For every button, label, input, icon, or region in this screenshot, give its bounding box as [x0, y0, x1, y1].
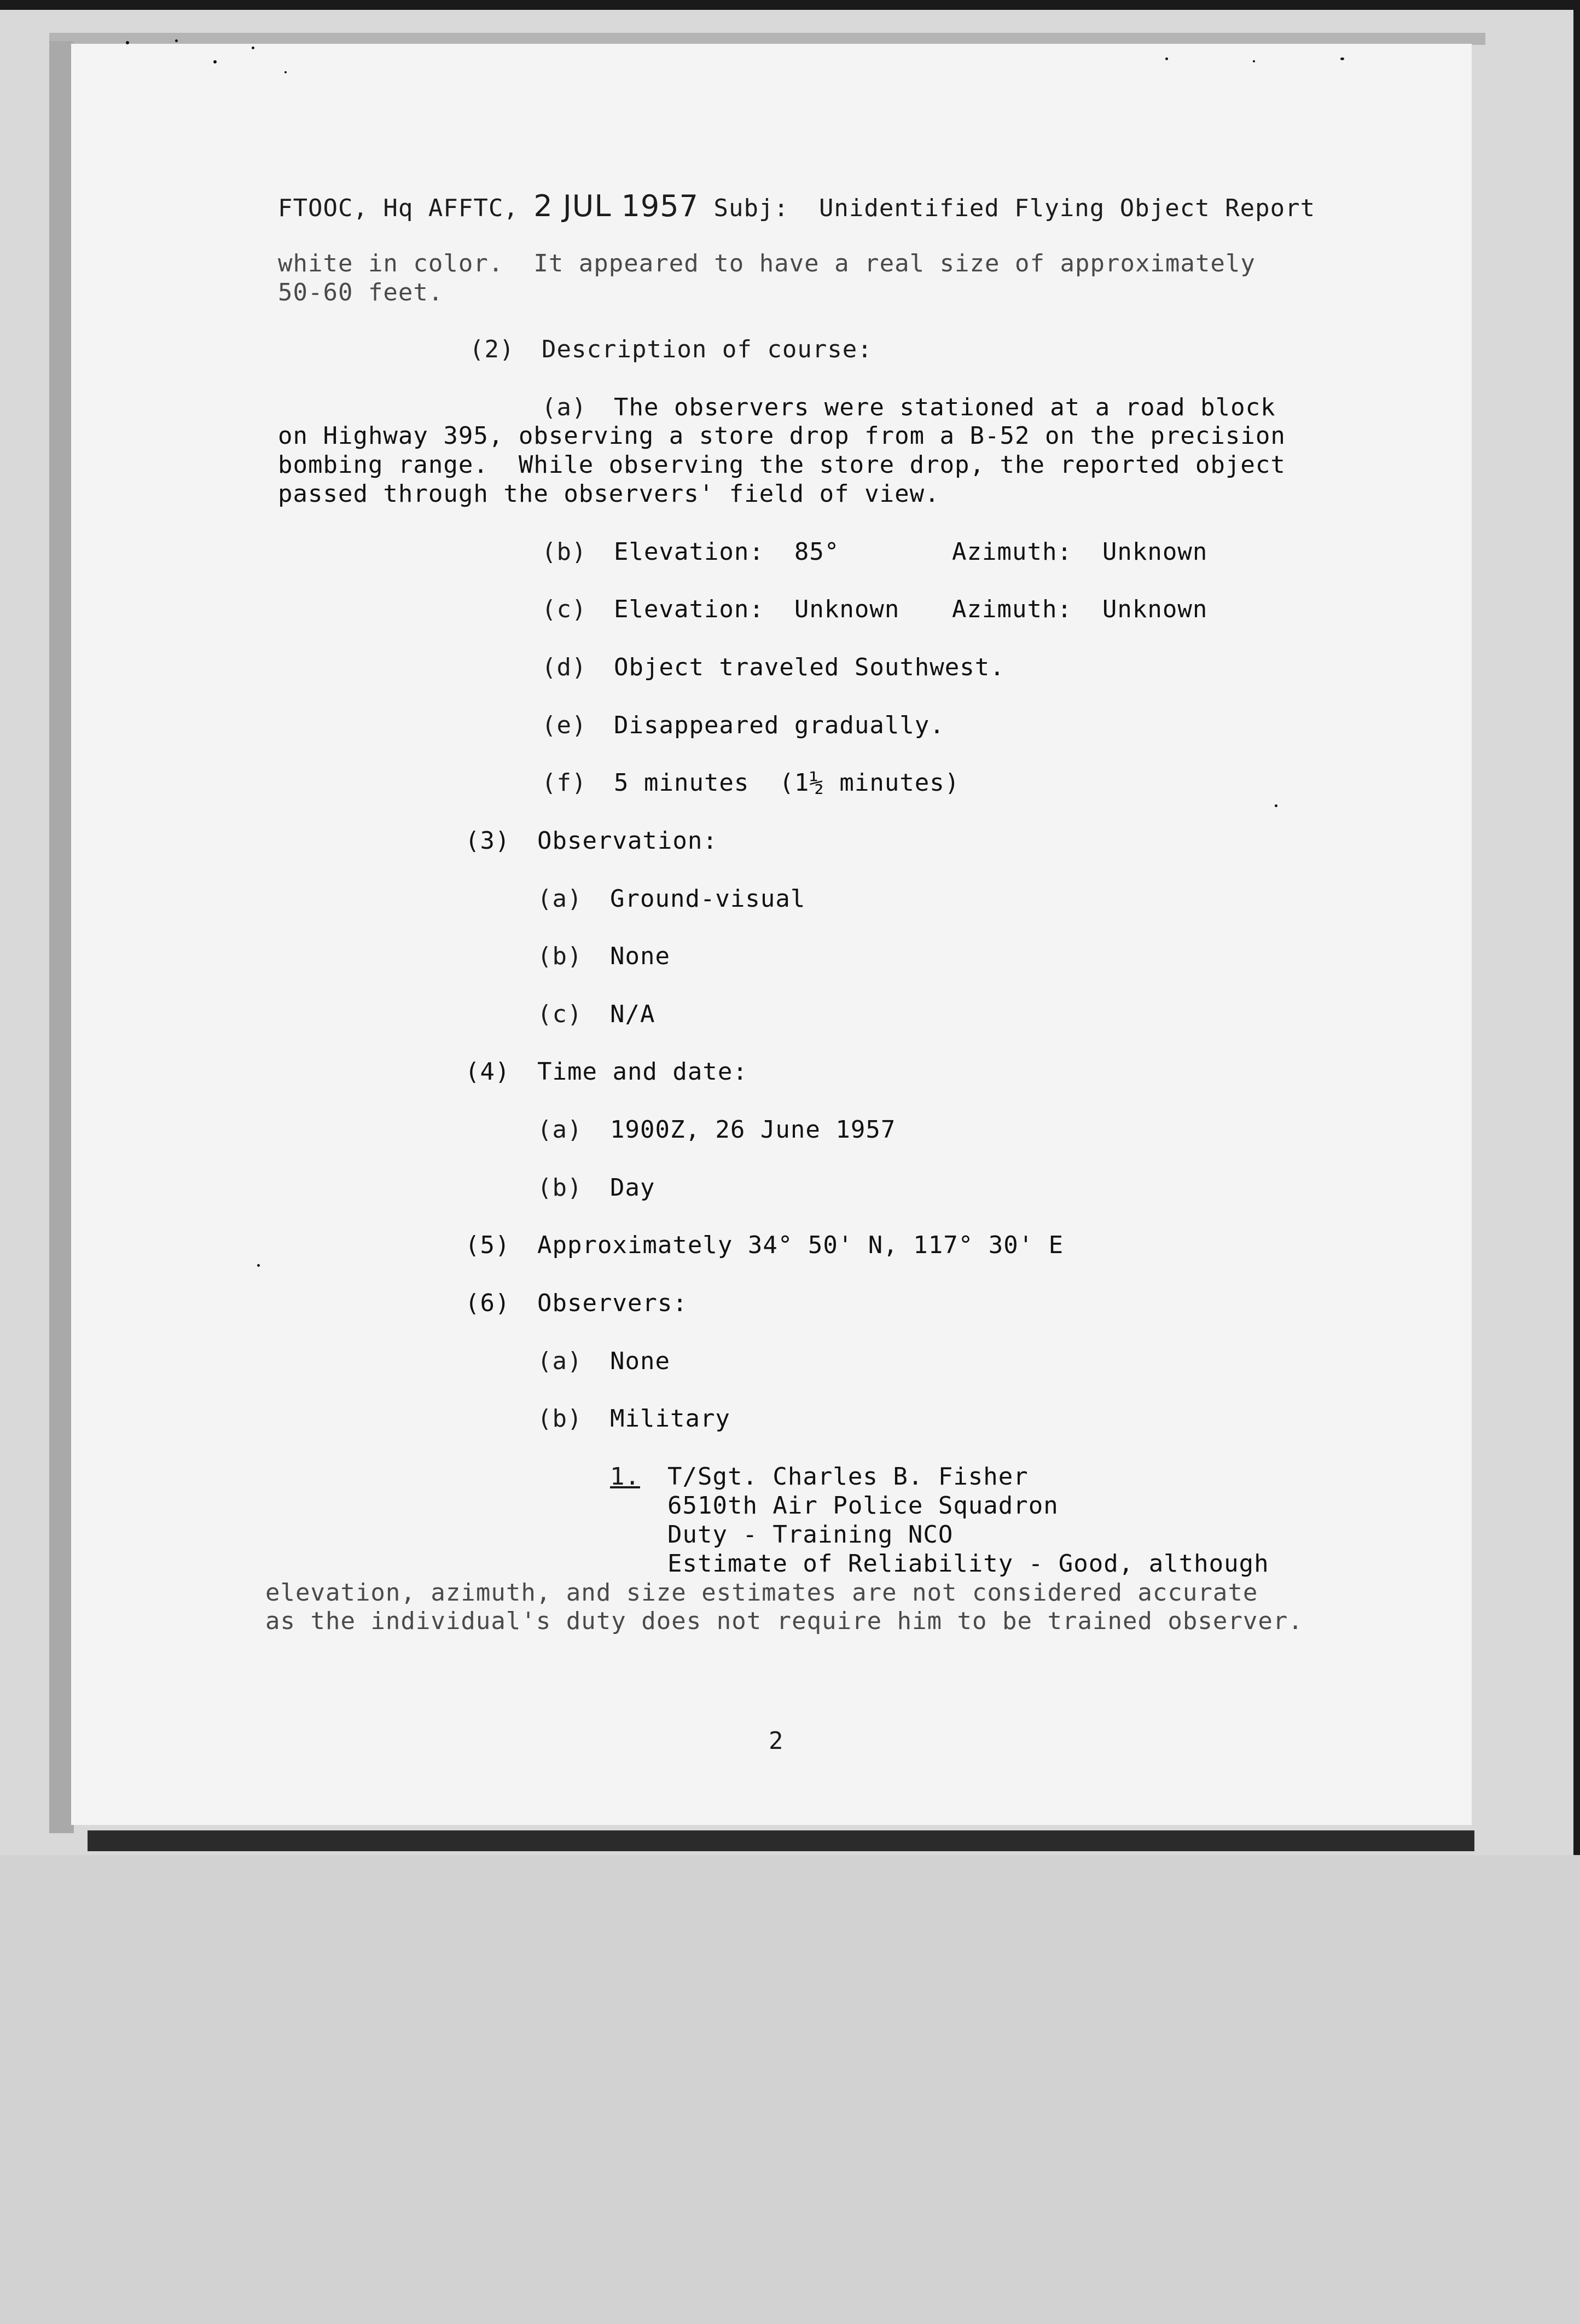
observer-reliability-cont-1: elevation, azimuth, and size estimates are not considered accurate	[265, 1579, 1258, 1607]
section-5-text: Approximately 34° 50' N, 117° 30' E	[537, 1231, 1064, 1259]
section-2c-azimuth: Azimuth: Unknown	[952, 595, 1208, 623]
section-2f-label: (f)	[542, 769, 587, 797]
section-4b-text: Day	[610, 1174, 655, 1202]
section-3a-text: Ground-visual	[610, 885, 806, 913]
observer-item-label: 1.	[610, 1463, 640, 1491]
section-4b-label: (b)	[537, 1174, 583, 1202]
section-5-label: (5)	[465, 1231, 510, 1259]
section-2b-azimuth: Azimuth: Unknown	[952, 538, 1208, 566]
section-2a-line-2: on Highway 395, observing a store drop from a B-52 on the precision	[278, 422, 1286, 450]
observer-reliability-cont-2: as the individual's duty does not require him to be trained observer.	[265, 1607, 1303, 1635]
section-6a-text: None	[610, 1347, 670, 1375]
film-border-top	[0, 0, 1580, 10]
section-2b-elevation: Elevation: 85°	[614, 538, 840, 566]
section-3-label: (3)	[465, 827, 510, 855]
header-subject: Unidentified Flying Object Report	[818, 194, 1316, 222]
section-3-title: Observation:	[537, 827, 718, 855]
page-number: 2	[769, 1727, 784, 1755]
sheet-shadow-left	[49, 41, 74, 1833]
film-background	[0, 1855, 1580, 2324]
section-2d-label: (d)	[542, 653, 587, 681]
section-3c-label: (c)	[537, 1000, 583, 1028]
header-line	[278, 189, 1316, 223]
continuation-line-2: 50-60 feet.	[278, 279, 444, 306]
section-2-title: Description of course:	[542, 335, 873, 363]
section-3b-text: None	[610, 942, 670, 970]
section-2-label: (2)	[469, 335, 515, 363]
header-date: 2 JUL 1957	[533, 189, 699, 223]
section-2a-line-1: The observers were stationed at a road block	[614, 393, 1276, 421]
section-6-title: Observers:	[537, 1289, 688, 1317]
section-2e-text: Disappeared gradually.	[614, 711, 945, 739]
section-2a-line-3: bombing range. While observing the store drop, the reported object	[278, 451, 1286, 479]
sheet-shadow-top	[49, 33, 1485, 45]
observer-name: T/Sgt. Charles B. Fisher	[667, 1463, 1029, 1491]
observer-unit: 6510th Air Police Squadron	[667, 1492, 1059, 1520]
section-4a-label: (a)	[537, 1116, 583, 1144]
header-subj-label: Subj:	[713, 194, 789, 222]
observer-duty: Duty - Training NCO	[667, 1521, 954, 1549]
section-3c-text: N/A	[610, 1000, 655, 1028]
section-6a-label: (a)	[537, 1347, 583, 1375]
section-4a-text: 1900Z, 26 June 1957	[610, 1116, 896, 1144]
section-2e-label: (e)	[542, 711, 587, 739]
section-2f-text: 5 minutes (1½ minutes)	[614, 769, 960, 797]
section-2b-label: (b)	[542, 538, 587, 566]
observer-reliability: Estimate of Reliability - Good, although	[667, 1550, 1269, 1578]
section-3b-label: (b)	[537, 942, 583, 970]
continuation-line-1: white in color. It appeared to have a real size of approximately	[278, 250, 1256, 277]
section-2c-label: (c)	[542, 595, 587, 623]
section-6-label: (6)	[465, 1289, 510, 1317]
document-page	[71, 44, 1472, 1825]
section-4-title: Time and date:	[537, 1058, 748, 1086]
section-6b-label: (b)	[537, 1405, 583, 1433]
sheet-bottom-edge	[88, 1830, 1474, 1851]
section-2a-line-4: passed through the observers' field of view.	[278, 480, 940, 508]
header-from: FTOOC, Hq AFFTC,	[278, 194, 519, 222]
section-3a-label: (a)	[537, 885, 583, 913]
section-2d-text: Object traveled Southwest.	[614, 653, 1005, 681]
section-2a-label: (a)	[542, 393, 587, 421]
section-6b-text: Military	[610, 1405, 730, 1433]
section-4-label: (4)	[465, 1058, 510, 1086]
section-2c-elevation: Elevation: Unknown	[614, 595, 900, 623]
